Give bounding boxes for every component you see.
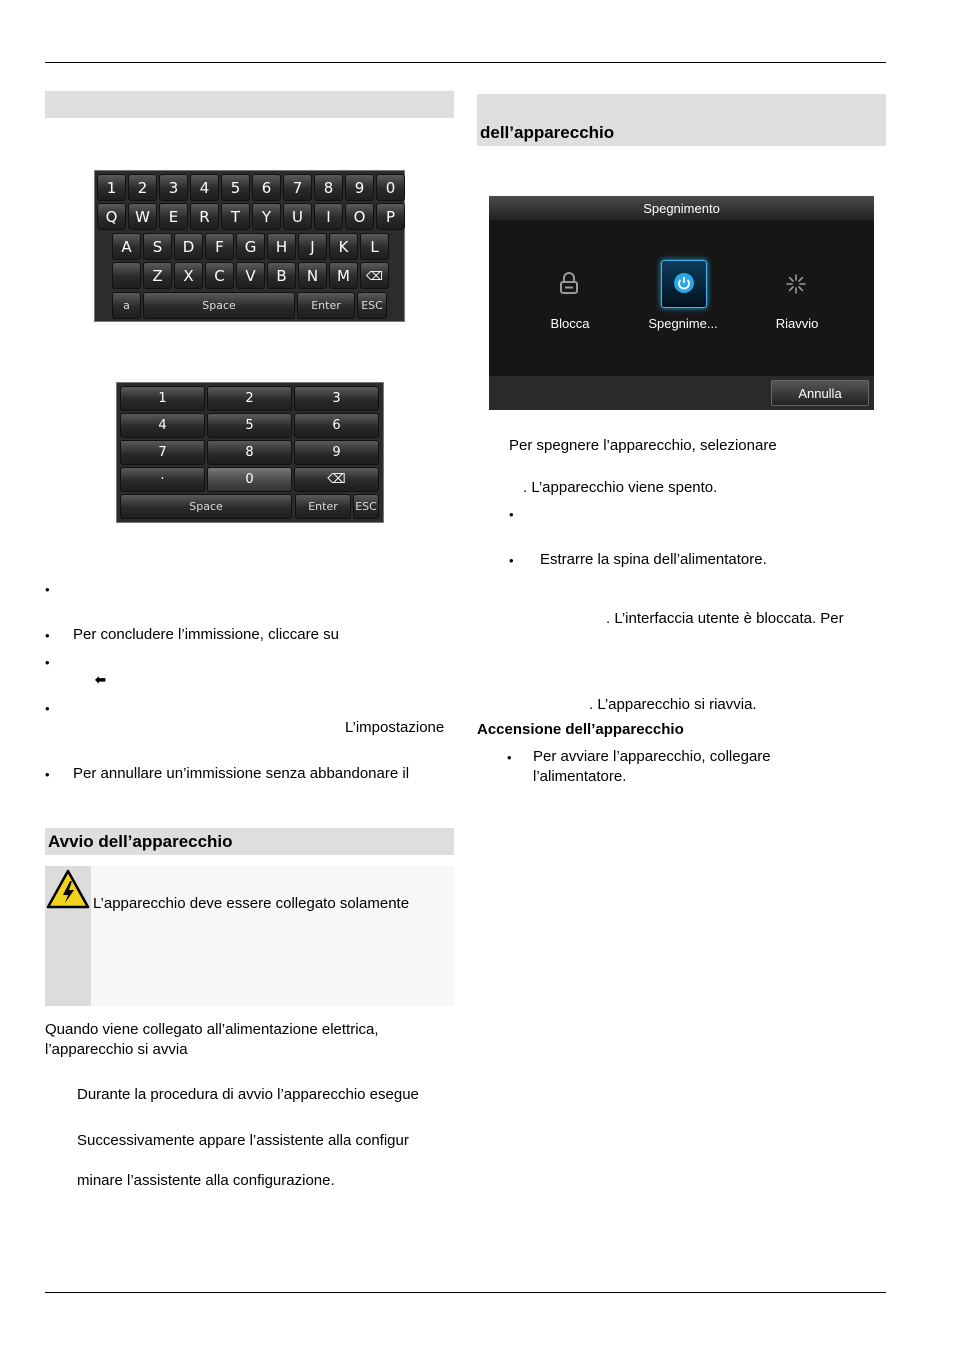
key-u[interactable]: U — [283, 203, 312, 230]
top-rule — [45, 62, 886, 63]
key-d[interactable]: D — [174, 233, 203, 260]
key-x[interactable]: X — [174, 262, 203, 289]
lock-result-text: . L’interfaccia utente è bloccata. Per — [606, 610, 844, 627]
backspace-key[interactable]: ⌫ — [360, 262, 389, 289]
reboot-label[interactable]: Riavvio — [775, 316, 819, 331]
bullet-dot: • — [45, 655, 50, 670]
key-o[interactable]: O — [345, 203, 374, 230]
backspace-key[interactable]: ⌫ — [294, 467, 379, 492]
shutdown-label[interactable]: Spegnime... — [648, 316, 718, 331]
bullet-dot: • — [509, 507, 514, 522]
left-header-bar — [45, 91, 454, 118]
backspace-arrow-icon: ⬅ — [95, 672, 106, 687]
key-r[interactable]: R — [190, 203, 219, 230]
num-key-9[interactable]: 9 — [294, 440, 379, 465]
bullet-dot: • — [45, 628, 50, 643]
key-a[interactable]: A — [112, 233, 141, 260]
key-g[interactable]: G — [236, 233, 265, 260]
power-on-line-2: l’alimentatore. — [533, 768, 627, 785]
key-y[interactable]: Y — [252, 203, 281, 230]
case-toggle-key[interactable]: a — [112, 292, 141, 319]
section-title-avvio: Avvio dell’apparecchio — [48, 832, 233, 851]
key-3[interactable]: 3 — [159, 174, 188, 201]
bullet-dot: • — [45, 582, 50, 597]
key-s[interactable]: S — [143, 233, 172, 260]
num-key-8[interactable]: 8 — [207, 440, 292, 465]
bullet-dot: • — [45, 767, 50, 782]
lock-label[interactable]: Blocca — [550, 316, 590, 331]
key-1[interactable]: 1 — [97, 174, 126, 201]
lock-icon[interactable] — [559, 272, 579, 294]
key-9[interactable]: 9 — [345, 174, 374, 201]
num-key-4[interactable]: 4 — [120, 413, 205, 438]
num-key-5[interactable]: 5 — [207, 413, 292, 438]
paragraph-4: minare l’assistente alla configurazione. — [77, 1172, 335, 1189]
key-m[interactable]: M — [329, 262, 358, 289]
num-key-3[interactable]: 3 — [294, 386, 379, 411]
cancel-input-text: Per annullare un’immissione senza abbandonare il — [73, 765, 410, 782]
num-key-0[interactable]: 0 — [207, 467, 292, 492]
shutdown-instruction: Per spegnere l’apparecchio, selezionare — [509, 437, 777, 454]
enter-key[interactable]: Enter — [297, 292, 355, 319]
key-w[interactable]: W — [128, 203, 157, 230]
key-6[interactable]: 6 — [252, 174, 281, 201]
key-2[interactable]: 2 — [128, 174, 157, 201]
enter-key[interactable]: Enter — [295, 494, 351, 519]
setting-text: L’impostazione — [345, 719, 445, 736]
key-j[interactable]: J — [298, 233, 327, 260]
num-key-6[interactable]: 6 — [294, 413, 379, 438]
key-7[interactable]: 7 — [283, 174, 312, 201]
key-z[interactable]: Z — [143, 262, 172, 289]
finish-input-text: Per concludere l’immissione, cliccare su — [73, 626, 339, 643]
paragraph-3: Successivamente appare l’assistente alla configur — [77, 1132, 409, 1149]
key-0[interactable]: 0 — [376, 174, 405, 201]
shutdown-result: . L’apparecchio viene spento. — [523, 479, 718, 496]
power-button[interactable] — [661, 260, 707, 308]
bullet-dot: • — [507, 750, 512, 765]
power-icon — [672, 271, 696, 295]
paragraph-1-line-1: Quando viene collegato all’alimentazione elettrica, — [45, 1021, 379, 1038]
key-q[interactable]: Q — [97, 203, 126, 230]
key-t[interactable]: T — [221, 203, 250, 230]
esc-key[interactable]: ESC — [357, 292, 387, 319]
bullet-dot: • — [45, 701, 50, 716]
numeric-keypad — [116, 382, 384, 523]
key-4[interactable]: 4 — [190, 174, 219, 201]
space-key[interactable]: Space — [143, 292, 295, 319]
key-p[interactable]: P — [376, 203, 405, 230]
unplug-text: Estrarre la spina dell’alimentatore. — [540, 551, 767, 568]
key-8[interactable]: 8 — [314, 174, 343, 201]
warning-box — [45, 866, 454, 1006]
section-title-right: dell’apparecchio — [480, 123, 615, 142]
key-b[interactable]: B — [267, 262, 296, 289]
power-on-line-1: Per avviare l’apparecchio, collegare — [533, 748, 771, 765]
warning-text: L’apparecchio deve essere collegato solamente — [93, 895, 410, 912]
num-key-1[interactable]: 1 — [120, 386, 205, 411]
bottom-rule — [45, 1292, 886, 1293]
space-key[interactable]: Space — [120, 494, 292, 519]
subheading-accensione: Accensione dell’apparecchio — [477, 721, 684, 738]
key-l[interactable]: L — [360, 233, 389, 260]
key-h[interactable]: H — [267, 233, 296, 260]
esc-key[interactable]: ESC — [353, 494, 379, 519]
virtual-keyboard — [94, 170, 405, 322]
bullet-dot: • — [509, 553, 514, 568]
num-key-7[interactable]: 7 — [120, 440, 205, 465]
cancel-button[interactable]: Annulla — [771, 380, 869, 406]
dialog-title: Spegnimento — [489, 196, 874, 220]
key-f[interactable]: F — [205, 233, 234, 260]
reboot-icon[interactable] — [786, 274, 806, 294]
key-n[interactable]: N — [298, 262, 327, 289]
shift-key[interactable] — [112, 262, 141, 289]
key-e[interactable]: E — [159, 203, 188, 230]
shutdown-dialog — [489, 196, 874, 410]
key-5[interactable]: 5 — [221, 174, 250, 201]
high-voltage-icon — [46, 869, 90, 909]
num-key-2[interactable]: 2 — [207, 386, 292, 411]
reboot-result-text: . L’apparecchio si riavvia. — [589, 696, 757, 713]
key-v[interactable]: V — [236, 262, 265, 289]
key-c[interactable]: C — [205, 262, 234, 289]
dot-key[interactable]: · — [120, 467, 205, 492]
key-i[interactable]: I — [314, 203, 343, 230]
paragraph-2: Durante la procedura di avvio l’apparecchio esegue — [77, 1086, 419, 1103]
key-k[interactable]: K — [329, 233, 358, 260]
paragraph-1-line-2: l’apparecchio si avvia — [45, 1041, 188, 1058]
